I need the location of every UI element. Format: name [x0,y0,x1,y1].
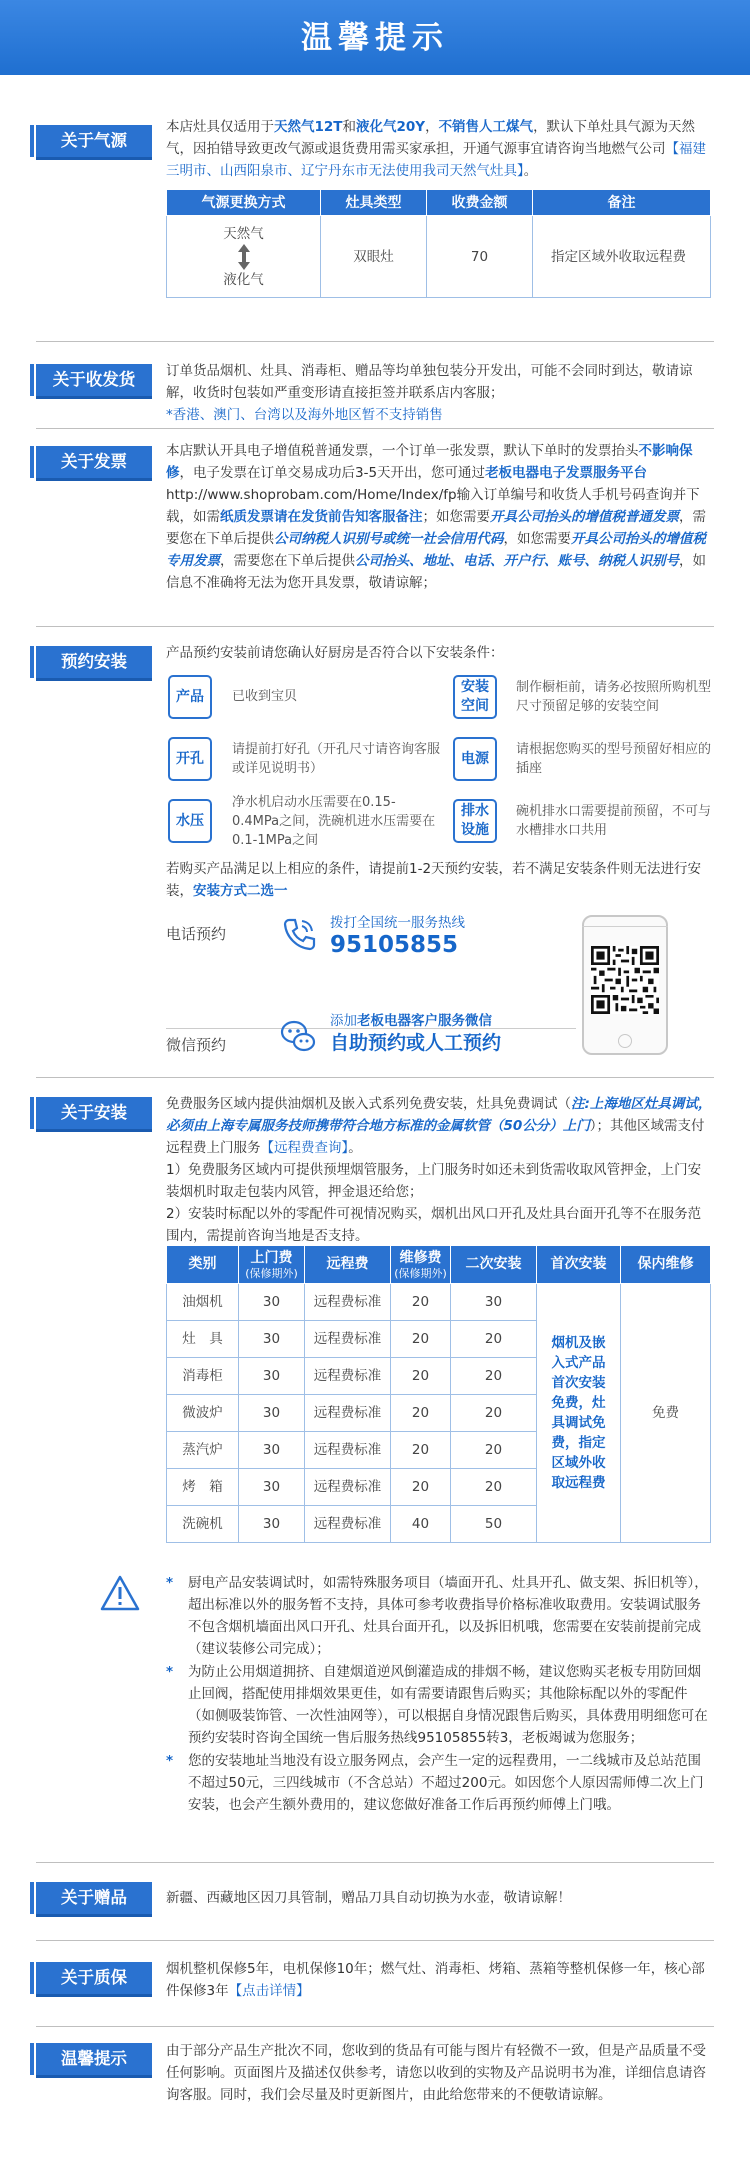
section-tag-install: 关于安装 [36,1097,152,1129]
table-row: 洗碗机 30 远程费标准 40 50 [167,1506,711,1543]
condition-hole-text: 请提前打好孔（开孔尺寸请咨询客服或详见说明书） [232,742,441,776]
condition-space-text: 制作橱柜前，请务必按照所购机型尺寸预留足够的安装空间 [516,680,712,714]
table-row: 油烟机 30 远程费标准 20 30 烟机及嵌入式产品首次安装免费，灶具调试免费，指定区域外收取远程费 免费 [167,1284,711,1321]
warranty-details-link[interactable]: 【点击详情】 [228,1983,310,1999]
wechat-booking-label: 微信预约 [166,1036,227,1054]
gas-description: 本店灶具仅适用于天然气12T和液化气20Y，不销售人工煤气，默认下单灶具气源为天然气，因拍错导致更改气源或退货费用需买家承担，开通气源事宜请咨询当地燃气公司【福建三明市、山西阳泉市、辽宁丹东市无法使用我司天然气灶具】。 [166,119,706,179]
divider [36,341,714,342]
wechat-self-booking[interactable]: 自助预约或人工预约 [330,1032,502,1054]
condition-water-pressure-text: 净水机启动水压需要在0.15-0.4MPa之间，洗碗机进水压需要在0.1-1MPa之间 [232,795,436,848]
section-tag-gas: 关于气源 [36,125,152,157]
stove-type-cell: 双眼灶 [321,216,427,298]
table-header: 气源更换方式 [167,190,321,216]
table-header: 远程费 [305,1246,391,1284]
header-banner [0,0,750,75]
phone-home-button-icon [618,1034,632,1048]
invoice-description: 本店默认开具电子增值税普通发票，一个订单一张发票，默认下单时的发票抬头不影响保修，电子发票在订单交易成功后3-5天开出，您可通过老板电器电子发票服务平台http://www.shoprobam.com/Home/Index/fp输入订单编号和收货人手机号码查询并下载，如需纸质发票请在发货前告知客服备注；如您需要开具公司抬头的增值税普通发票，需要您在下单后提供公司纳税人识别号或统一社会信用代码，如您需要开具公司抬头的增值税专用发票，需要您在下单后提供公司抬头、地址、电话、开户行、账号、纳税人识别号，如信息不准确将无法为您开具发票，敬请谅解； [166,443,706,591]
list-item: * 为防止公用烟道拥挤、自建烟道逆风倒灌造成的排烟不畅，建议您购买老板专用防回烟止回阀，搭配使用排烟效果更佳，如有需要请跟售后购买；其他除标配以外的零配件（如侧吸装饰管、一次性油网等），可以根据自身情况跟售后购买，具体费用明细您可在预约安装时咨询全国统一售后服务热线95105855转3，老板竭诚为您服务； [166,1664,708,1746]
section-tag-shipping: 关于收发货 [36,364,152,396]
condition-product-badge: 产品 [168,675,212,719]
gas-conversion-table [166,189,711,298]
condition-space-badge: 安装空间 [453,675,497,719]
condition-product-text: 已收到宝贝 [232,689,298,704]
divider [36,428,714,429]
section-tag-invoice: 关于发票 [36,446,152,478]
warranty-repair-cell: 免费 [621,1284,711,1543]
gift-description: 新疆、西藏地区因刀具管制，赠品刀具自动切换为水壶，敬请谅解！ [166,1890,571,1906]
divider [36,1862,714,1863]
table-header: 上门费 (保修期外) [239,1246,305,1284]
table-header: 保内维修 [621,1246,711,1284]
gas-from: 天然气 [223,225,264,242]
qr-code[interactable] [591,946,659,1014]
table-header: 收费金额 [427,190,533,216]
page-title: 温馨提示 [301,20,449,56]
list-item: * 您的安装地址当地没有设立服务网点，会产生一定的远程费用，一二线城市及总站范围不超过50元，三四线城市（不含总站）不超过200元。如因您个人原因需师傅二次上门安装，也会产生额外费用的，建议您做好准备工作后再预约师傅上门哦。 [166,1753,704,1813]
first-install-cell: 烟机及嵌入式产品首次安装免费，灶具调试免费，指定区域外收取远程费 [537,1284,621,1543]
condition-drainage-badge: 排水设施 [453,799,497,843]
condition-drainage-text: 碗机排水口需要提前预留，不可与水槽排水口共用 [516,804,712,838]
booking-note: 若购买产品满足以上相应的条件，请提前1-2天预约安装，若不满足安装条件则无法进行安装，安装方式二选一 [166,861,702,899]
hotline-number[interactable]: 95105855 [330,932,459,958]
table-row: 消毒柜 30 远程费标准 20 20 [167,1358,711,1395]
notice-description: 由于部分产品生产批次不同，您收到的货品有可能与图片有轻微不一致，但是产品质量不受任何影响。页面图片及描述仅供参考，请您以收到的实物及产品说明书为准，详细信息请咨询客服。同时，我们会尽量及时更新图片，由此给您带来的不便敬请谅解。 [166,2043,706,2103]
shipping-region-note: *香港、澳门、台湾以及海外地区暂不支持销售 [166,407,443,423]
unsupported-cities-note: 【福建三明市、山西阳泉市、辽宁丹东市无法使用我司天然气灶具】 [166,141,706,179]
invoice-platform-link[interactable]: 老板电器电子发票服务平台 [485,465,648,481]
phone-icon [280,915,318,960]
table-header: 首次安装 [537,1246,621,1284]
install-description: 免费服务区域内提供油烟机及嵌入式系列免费安装，灶具免费调试（注:上海地区灶具调试，必须由上海专属服务技师携带符合地方标准的金属软管（50公分）上门）；其他区域需支付远程费上门服务【远程费查询】。 1）免费服务区域内可提供预埋烟管服务，上门服务时如还未到货需收取风管押金，上门安装烟机时取走包装内风管，押金退还给您； 2）安装时标配以外的零配件可视情况购买，烟机出风口开孔及灶具台面开孔等不在服务范围内，需提前咨询当地是否支持。 [166,1096,712,1244]
divider [36,626,714,627]
divider [36,1940,714,1941]
table-row: 微波炉 30 远程费标准 20 20 [167,1395,711,1432]
condition-power-text: 请根据您购买的型号预留好相应的插座 [516,742,712,776]
wechat-hint: 添加老板电器客户服务微信 [330,1013,492,1029]
shipping-description: 订单货品烟机、灶具、消毒柜、赠品等均单独包装分开发出，可能不会同时到达，敬请谅解，收货时包装如严重变形请直接拒签并联系店内客服； *香港、澳门、台湾以及海外地区暂不支持销售 [166,363,693,423]
wechat-icon [278,1016,318,1063]
table-header: 类别 [167,1246,239,1284]
divider [36,2026,714,2027]
condition-power-badge: 电源 [453,737,497,781]
section-tag-notice: 温馨提示 [36,2043,152,2075]
service-fee-table [166,1245,711,1543]
divider [36,1077,714,1078]
section-tag-warranty: 关于质保 [36,1962,152,1994]
remote-fee-query-link[interactable]: 【远程费查询】 [260,1140,349,1156]
table-header: 灶具类型 [321,190,427,216]
gas-switch-cell [167,216,321,298]
table-header: 备注 [533,190,711,216]
table-row: 灶 具 30 远程费标准 20 20 [167,1321,711,1358]
install-notes-list [166,1572,714,1817]
warning-icon [100,1575,140,1618]
phone-booking-label: 电话预约 [166,925,227,943]
hotline-hint: 拨打全国统一服务热线 [330,915,465,931]
fee-cell: 70 [427,216,533,298]
condition-hole-badge: 开孔 [168,737,212,781]
condition-water-pressure-badge: 水压 [168,799,212,843]
table-row: 烤 箱 30 远程费标准 20 20 [167,1469,711,1506]
table-header: 二次安装 [451,1246,537,1284]
double-arrow-icon [167,244,320,270]
gas-to: 液化气 [223,271,264,288]
table-row: 蒸汽炉 30 远程费标准 20 20 [167,1432,711,1469]
table-header: 维修费 (保修期外) [391,1246,451,1284]
section-tag-gift: 关于赠品 [36,1882,152,1914]
booking-intro: 产品预约安装前请您确认好厨房是否符合以下安装条件： [166,645,504,661]
warranty-description: 烟机整机保修5年，电机保修10年；燃气灶、消毒柜、烤箱、蒸箱等整机保修一年，核心部件保修3年【点击详情】 [166,1961,705,1999]
section-tag-booking: 预约安装 [36,646,152,678]
note-cell: 指定区域外收取远程费 [533,216,711,298]
list-item: * 厨电产品安装调试时，如需特殊服务项目（墙面开孔、灶具开孔、做支架、拆旧机等），超出标准以外的服务暂不支持，具体可参考收费指导价格标准收取费用。安装调试服务不包含烟机墙面出风口开孔、灶具台面开孔，以及拆旧机哦，您需要在安装前提前完成（建议装修公司完成）； [166,1575,708,1657]
